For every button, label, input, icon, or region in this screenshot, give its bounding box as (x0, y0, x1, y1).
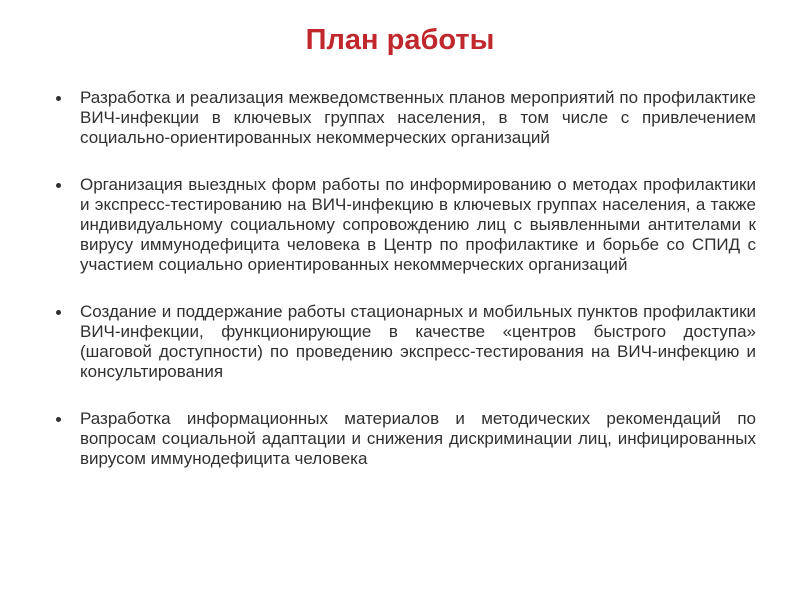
bullet-dot-icon (56, 183, 61, 188)
bullet-dot-icon (56, 310, 61, 315)
bullet-text: Разработка информационных материалов и методических рекомендаций по вопросам социальной адаптации и снижения дискриминации лиц, инфицированных вирусом иммунодефицита человека (80, 409, 756, 468)
bullet-dot-icon (56, 96, 61, 101)
bullet-item (56, 88, 756, 148)
bullet-item (56, 302, 756, 382)
bullet-text: Организация выездных форм работы по информированию о методах профилактики и экспресс-тестированию на ВИЧ-инфекцию в ключевых группах населения, а также индивидуальному социальному сопровождению лиц с выявленными антителами к вирусу иммунодефицита человека в Центр по профилактике и борьбе со СПИД с участием социально ориентированных некоммерческих организаций (80, 175, 756, 274)
bullet-list (56, 88, 756, 496)
bullet-text: Разработка и реализация межведомственных планов мероприятий по профилактике ВИЧ-инфекции в ключевых группах населения, в том числе с привлечением социально-ориентированных некоммерческих организаций (80, 88, 756, 147)
bullet-item (56, 175, 756, 275)
bullet-item (56, 409, 756, 469)
bullet-dot-icon (56, 417, 61, 422)
bullet-text: Создание и поддержание работы стационарных и мобильных пунктов профилактики ВИЧ-инфекции, функционирующие в качестве «центров быстрого доступа» (шаговой доступности) по проведению экспресс-тестирования на ВИЧ-инфекцию и консультирования (80, 302, 756, 381)
slide-title: План работы (305, 24, 495, 56)
